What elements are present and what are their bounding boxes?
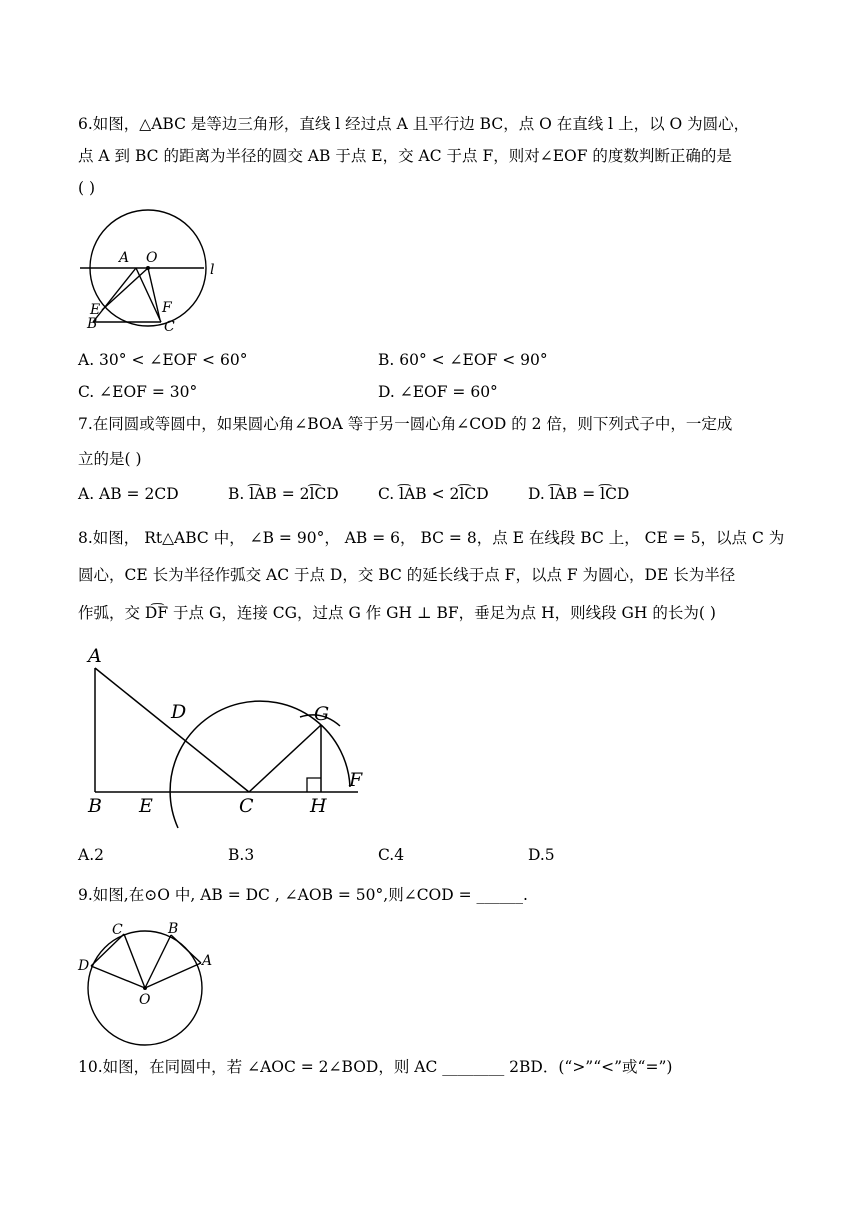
q8-label-h: H xyxy=(310,795,327,817)
q7-option-a: A. AB = 2CD xyxy=(78,485,179,503)
q6-text-line-2: 点 A 到 BC 的距离为半径的圆交 AB 于点 E，交 AC 于点 F，则对∠EOF 的度数判断正确的是 xyxy=(78,147,732,165)
q9-seg-oa xyxy=(145,963,201,988)
q7-option-c: C. l͡AB < 2l͡CD xyxy=(378,485,489,503)
q8-label-a: A xyxy=(88,645,102,667)
q8-text-line-2: 圆心，CE 长为半径作弧交 AC 于点 D，交 BC 的延长线于点 F，以点 F 为圆心，DE 长为半径 xyxy=(78,566,736,584)
q9-label-c: C xyxy=(112,922,123,938)
q8-right-angle-mark xyxy=(307,778,321,792)
q9-point-o xyxy=(143,986,147,990)
q6-text-line-3: ( ) xyxy=(78,179,96,197)
q8-option-a: A.2 xyxy=(78,846,104,864)
q8-figure xyxy=(86,642,376,832)
q9-label-d: D xyxy=(78,958,90,974)
q9-label-o: O xyxy=(139,992,151,1008)
q8-label-c: C xyxy=(239,795,254,817)
q6-seg-oe xyxy=(102,268,148,310)
q7-option-b: B. l͡AB = 2l͡CD xyxy=(228,485,339,503)
q6-figure xyxy=(78,204,228,334)
q9-seg-od xyxy=(91,966,145,988)
q7-text-line-1: 7.在同圆或等圆中，如果圆心角∠BOA 等于另一圆心角∠COD 的 2 倍，则下列式子中，一定成 xyxy=(78,415,733,433)
q7-option-d: D. l͡AB = l͡CD xyxy=(528,485,630,503)
q6-option-b: B. 60° < ∠EOF < 90° xyxy=(378,351,548,369)
q6-label-c: C xyxy=(164,319,175,335)
q6-seg-of xyxy=(148,268,160,320)
q6-label-e: E xyxy=(90,302,101,318)
q6-label-a: A xyxy=(119,250,130,266)
q8-text-line-3: 作弧，交 D͡F 于点 G，连接 CG，过点 G 作 GH ⊥ BF，垂足为点 H，则线段 GH 的长为( ) xyxy=(78,604,716,622)
q6-label-b: B xyxy=(87,316,98,332)
q6-label-l: l xyxy=(210,262,215,278)
q6-option-d: D. ∠EOF = 60° xyxy=(378,383,498,401)
q9-text-line-1: 9.如图,在⊙O 中, AB = DC , ∠AOB = 50°,则∠COD = ______. xyxy=(78,886,528,904)
q8-seg-cg xyxy=(249,725,321,792)
q8-option-b: B.3 xyxy=(228,846,255,864)
q6-label-f: F xyxy=(162,300,172,316)
q9-seg-ob xyxy=(145,935,171,988)
q8-label-b: B xyxy=(88,795,102,817)
q9-seg-ab xyxy=(171,935,201,963)
q8-option-c: C.4 xyxy=(378,846,405,864)
q8-label-g: G xyxy=(314,703,330,725)
q6-text-line-1: 6.如图，△ABC 是等边三角形，直线 l 经过点 A 且平行边 BC，点 O 在直线 l 上，以 O 为圆心， xyxy=(78,115,750,133)
q6-point-o xyxy=(146,266,150,270)
q8-option-d: D.5 xyxy=(528,846,555,864)
q10-text-line-1: 10.如图，在同圆中，若 ∠AOC = 2∠BOD，则 AC ________ 2BD．(“>”“<”或“=”) xyxy=(78,1058,673,1076)
q6-label-o: O xyxy=(146,250,158,266)
q8-label-f: F xyxy=(349,769,363,791)
q8-label-d: D xyxy=(171,701,187,723)
q7-text-line-2: 立的是( ) xyxy=(78,450,142,468)
q9-seg-oc xyxy=(124,934,145,988)
q6-option-a: A. 30° < ∠EOF < 60° xyxy=(78,351,248,369)
q8-label-e: E xyxy=(139,795,153,817)
q9-label-a: A xyxy=(202,953,213,969)
q9-figure xyxy=(76,920,226,1050)
q9-seg-cd xyxy=(91,934,124,966)
q9-label-b: B xyxy=(168,921,179,937)
q6-option-c: C. ∠EOF = 30° xyxy=(78,383,198,401)
q8-text-line-1: 8.如图， Rt△ABC 中， ∠B = 90°， AB = 6， BC = 8，点 E 在线段 BC 上， CE = 5，以点 C 为 xyxy=(78,529,785,547)
